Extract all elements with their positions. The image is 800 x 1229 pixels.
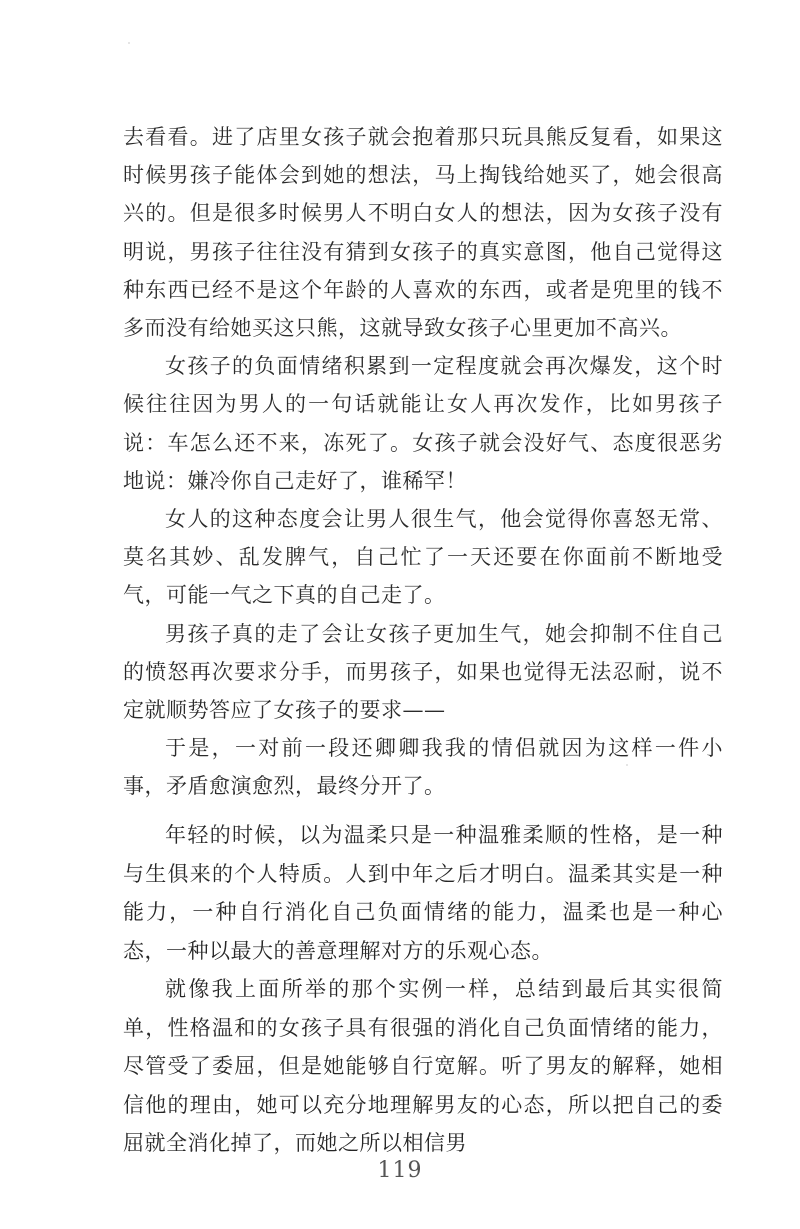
paragraph: 男孩子真的走了会让女孩子更加生气，她会抑制不住自己的愤怒再次要求分手，而男孩子，如果也觉得无法忍耐，说不定就顺势答应了女孩子的要求—— xyxy=(123,621,723,723)
paragraph: 女孩子的负面情绪积累到一定程度就会再次爆发，这个时候往往因为男人的一句话就能让女人再次发作，比如男孩子说：车怎么还不来，冻死了。女孩子就会没好气、态度很恶劣地说：嫌冷你自己走好了，谁稀罕！ xyxy=(123,354,723,493)
scan-speck xyxy=(128,42,130,44)
text-section-1 xyxy=(123,118,723,806)
page-number: 119 xyxy=(377,1158,423,1183)
paragraph: 就像我上面所举的那个实例一样，总结到最后其实很简单，性格温和的女孩子具有很强的消化自己负面情绪的能力，尽管受了委屈，但是她能够自行宽解。听了男友的解释，她相信他的理由，她可以充分地理解男友的心态，所以把自己的委屈就全消化掉了，而她之所以相信男 xyxy=(123,977,723,1155)
text-section-2 xyxy=(123,816,723,1163)
paragraph: 于是，一对前一段还卿卿我我的情侣就因为这样一件小事，矛盾愈演愈烈，最终分开了。 xyxy=(123,736,723,799)
paragraph: 年轻的时候，以为温柔只是一种温雅柔顺的性格，是一种与生俱来的个人特质。人到中年之后才明白。温柔其实是一种能力，一种自行消化自己负面情绪的能力，温柔也是一种心态，一种以最大的善意理解对方的乐观心态。 xyxy=(123,823,723,963)
paragraph: 女人的这种态度会让男人很生气，他会觉得你喜怒无常、莫名其妙、乱发脾气，自己忙了一天还要在你面前不断地受气，可能一气之下真的自己走了。 xyxy=(123,507,723,608)
paragraph: 去看看。进了店里女孩子就会抱着那只玩具熊反复看，如果这时候男孩子能体会到她的想法，马上掏钱给她买了，她会很高兴的。但是很多时候男人不明白女人的想法，因为女孩子没有明说，男孩子往往没有猜到女孩子的真实意图，他自己觉得这种东西已经不是这个年龄的人喜欢的东西，或者是兜里的钱不多而没有给她买这只熊，这就导致女孩子心里更加不高兴。 xyxy=(123,125,723,341)
scan-speck xyxy=(626,764,628,766)
